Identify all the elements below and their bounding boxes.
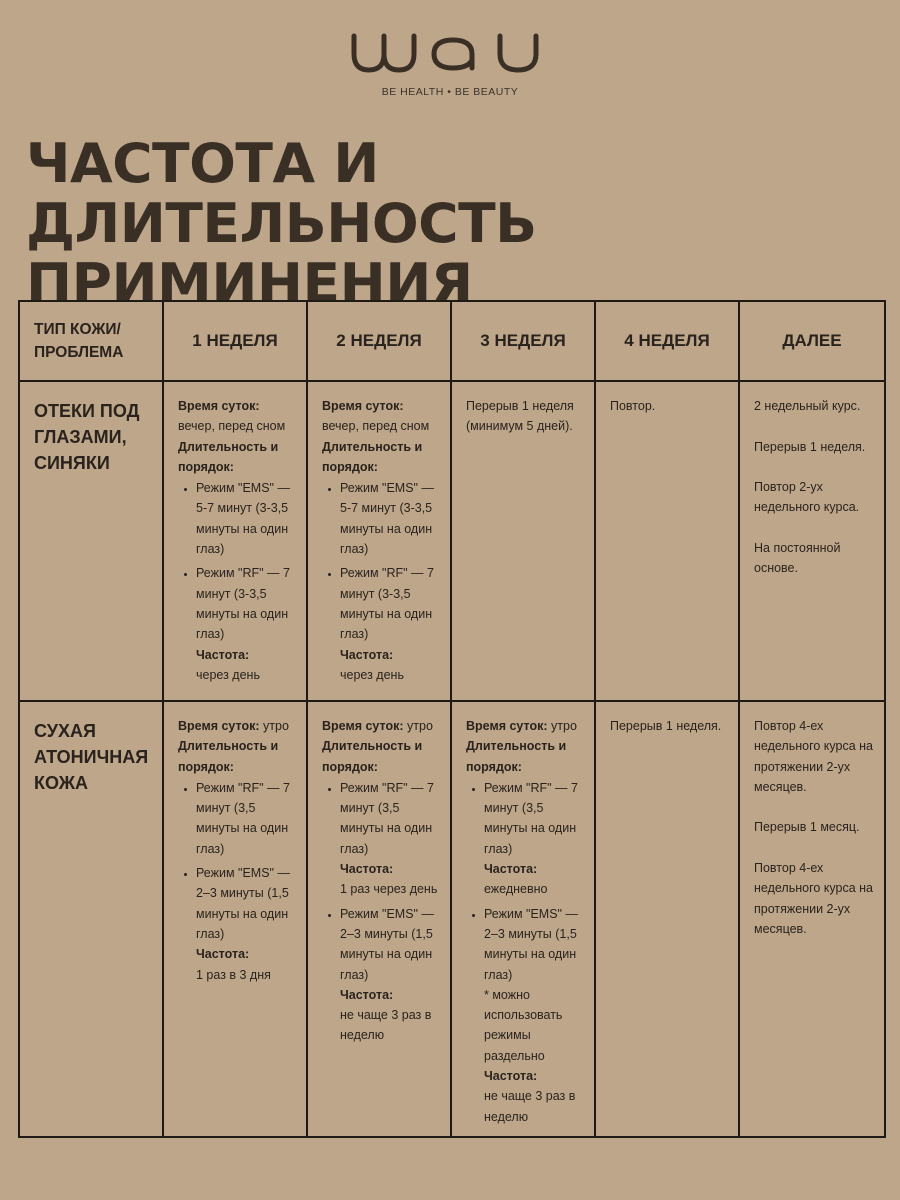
list-item: • Режим "EMS" — 2–3 минуты (1,5 минуты на один глаз) * можно использовать режимы раздельно Частота: не чаще 3 раз в неделю: [484, 904, 586, 1127]
header-skin-type: ТИП КОЖИ/ ПРОБЛЕМА: [19, 301, 163, 381]
brand-logo: [0, 28, 900, 78]
list-item: • Режим "RF" — 7 минут (3,5 минуты на один глаз) Частота: 1 раз через день: [340, 778, 442, 900]
cell-week-4: Повтор.: [595, 381, 739, 701]
row-type: ОТЕКИ ПОД ГЛАЗАМИ, СИНЯКИ: [19, 381, 163, 701]
table-row: [19, 701, 885, 1137]
page-title: ЧАСТОТА И ДЛИТЕЛЬНОСТЬ ПРИМИНЕНИЯ: [26, 132, 537, 315]
wau-logo-icon: [350, 28, 550, 78]
cell-week-1: Время суток: утро Длительность и порядок: • Режим "RF" — 7 минут (3,5 минуты на один глаз) • Режим "EMS" — 2–3 минуты (1,5 минуты на один глаз) Частота: 1 раз в 3 дня: [163, 701, 307, 1137]
cell-week-2: Время суток: утро Длительность и порядок: • Режим "RF" — 7 минут (3,5 минуты на один глаз) Частота: 1 раз через день • Режим "EMS" — 2–3 минуты (1,5 минуты на один глаз) Частота: не чаще 3 раз в неделю: [307, 701, 451, 1137]
list-item: • Режим "EMS" — 2–3 минуты (1,5 минуты на один глаз) Частота: 1 раз в 3 дня: [196, 863, 298, 985]
table-row: [19, 381, 885, 701]
header-later: ДАЛЕЕ: [739, 301, 885, 381]
cell-week-3: Время суток: утро Длительность и порядок: • Режим "RF" — 7 минут (3,5 минуты на один глаз) Частота: ежедневно • Режим "EMS" — 2–3 минуты (1,5 минуты на один глаз) * можно использовать режимы раздельно Частота: не чаще 3 раз в неделю: [451, 701, 595, 1137]
list-item: • Режим "RF" — 7 минут (3-3,5 минуты на один глаз) Частота: через день: [196, 563, 298, 685]
list-item: • Режим "EMS" — 5-7 минут (3-3,5 минуты на один глаз): [196, 478, 298, 559]
cell-week-3: Перерыв 1 неделя (минимум 5 дней).: [451, 381, 595, 701]
list-item: • Режим "RF" — 7 минут (3,5 минуты на один глаз): [196, 778, 298, 859]
list-item: • Режим "EMS" — 2–3 минуты (1,5 минуты на один глаз) Частота: не чаще 3 раз в неделю: [340, 904, 442, 1046]
brand-tagline: BE HEALTH • BE BEAUTY: [381, 86, 519, 98]
cell-week-4: Перерыв 1 неделя.: [595, 701, 739, 1137]
header-week-4: 4 НЕДЕЛЯ: [595, 301, 739, 381]
header-week-3: 3 НЕДЕЛЯ: [451, 301, 595, 381]
cell-later: 2 недельный курс. Перерыв 1 неделя. Повтор 2-ух недельного курса. На постоянной основе.: [739, 381, 885, 701]
cell-week-1: Время суток: вечер, перед сном Длительность и порядок: • Режим "EMS" — 5-7 минут (3-3,5 минуты на один глаз) • Режим "RF" — 7 минут (3-3,5 минуты на один глаз) Частота: через день: [163, 381, 307, 701]
cell-week-2: Время суток: вечер, перед сном Длительность и порядок: • Режим "EMS" — 5-7 минут (3-3,5 минуты на один глаз) • Режим "RF" — 7 минут (3-3,5 минуты на один глаз) Частота: через день: [307, 381, 451, 701]
list-item: • Режим "EMS" — 5-7 минут (3-3,5 минуты на один глаз): [340, 478, 442, 559]
header-week-2: 2 НЕДЕЛЯ: [307, 301, 451, 381]
table-header-row: [19, 301, 885, 381]
cell-later: Повтор 4-ех недельного курса на протяжении 2-ух месяцев. Перерыв 1 месяц. Повтор 4-ех недельного курса на протяжении 2-ух месяцев.: [739, 701, 885, 1137]
list-item: • Режим "RF" — 7 минут (3,5 минуты на один глаз) Частота: ежедневно: [484, 778, 586, 900]
header-week-1: 1 НЕДЕЛЯ: [163, 301, 307, 381]
row-type: СУХАЯ АТОНИЧНАЯ КОЖА: [19, 701, 163, 1137]
schedule-table: [18, 300, 886, 1138]
list-item: • Режим "RF" — 7 минут (3-3,5 минуты на один глаз) Частота: через день: [340, 563, 442, 685]
